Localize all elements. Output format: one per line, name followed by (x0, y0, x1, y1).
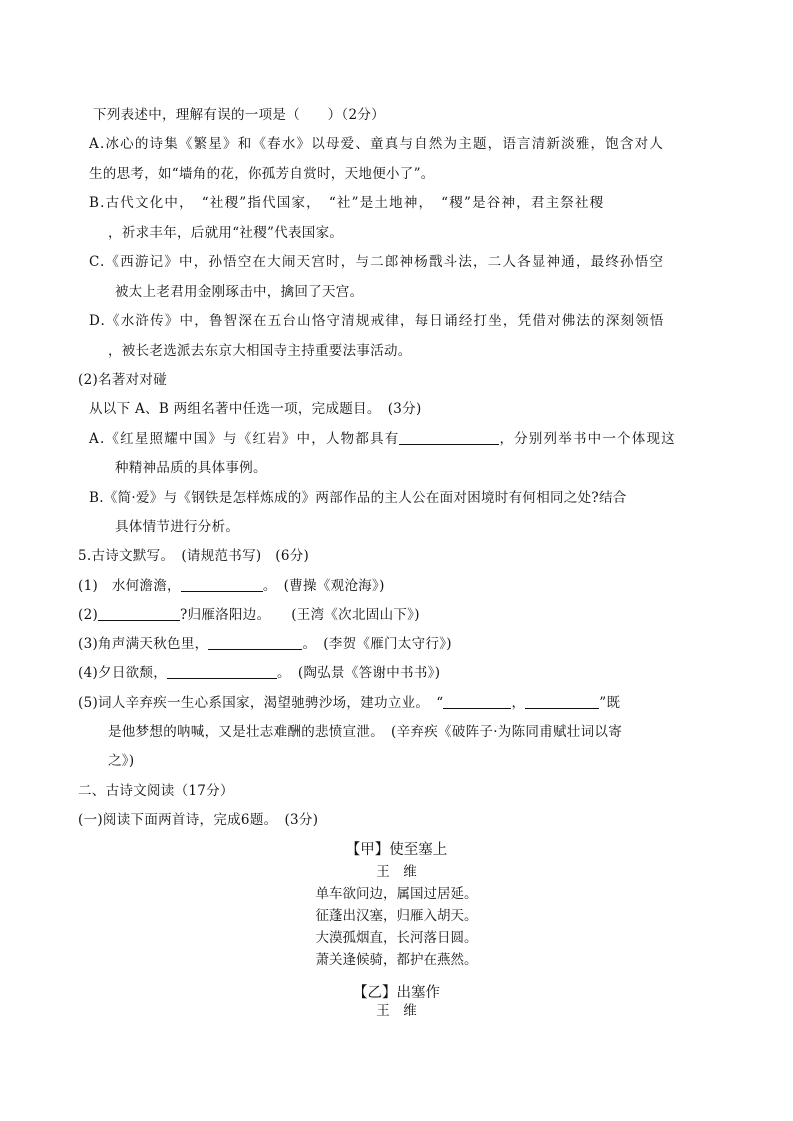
poem-a-line: 大漠孤烟直，长河落日圆。 (315, 930, 478, 946)
answer-blank[interactable] (167, 664, 277, 679)
q5-3-pre: (3)角声满天秋色里， (78, 636, 209, 652)
poem-b-author: 王 维 (376, 1003, 417, 1019)
answer-blank[interactable] (98, 606, 180, 621)
poem-a-author: 王 维 (376, 864, 417, 880)
q4-1-stem: 下列表述中，理解有误的一项是（ ）（2分） (93, 107, 385, 123)
q4-2-option-a-line1 (89, 430, 676, 448)
q4-2-a-text-pre: A.《红星照耀中国》与《红岩》中，人物都具有 (89, 431, 400, 447)
q4-2-a-text-post: ，分别列举书中一个体现这 (499, 431, 676, 447)
q5-item-1 (78, 577, 385, 595)
q4-2-option-b-line2: 具体情节进行分析。 (115, 519, 240, 535)
q4-2-option-a-line2: 种精神品质的具体事例。 (115, 460, 267, 476)
q5-item-5-line1 (78, 694, 620, 712)
option-a-line2: 生的思考，如“墙角的花，你孤芳自赏时，天地便小了”。 (89, 166, 435, 182)
q5-item-4 (78, 664, 440, 682)
section-2-subheading: (一)阅读下面两首诗，完成6题。 (3分) (78, 812, 319, 828)
answer-blank[interactable] (181, 577, 263, 592)
q4-2-option-b-line1: B.《简·爱》与《钢铁是怎样炼成的》两部作品的主人公在面对困境时有何相同之处?结合 (89, 490, 627, 506)
q5-5-mid: ， (511, 695, 526, 711)
q5-heading: 5.古诗文默写。 (请规范书写) (6分) (78, 548, 310, 564)
q4-2-intro: 从以下 A、B 两组名著中任选一项，完成题目。 (3分) (89, 401, 422, 417)
q5-4-pre: (4)夕日欲颓， (78, 665, 168, 681)
option-d-line1: D.《水浒传》中，鲁智深在五台山恪守清规戒律，每日诵经打坐，凭借对佛法的深刻领悟 (89, 313, 665, 329)
option-b-line1: B.古代文化中， “社稷”指代国家， “社”是土地神， “稷”是谷神，君主祭社稷 (89, 195, 605, 211)
answer-blank[interactable] (443, 694, 511, 709)
q5-1-pre: (1) 水何澹澹， (78, 578, 181, 594)
poem-a-line: 单车欲问边，属国过居延。 (315, 886, 478, 902)
q4-2-heading: (2)名著对对碰 (78, 372, 168, 388)
poem-a-line: 萧关逢候骑，都护在燕然。 (315, 952, 478, 968)
poem-a-title: 【甲】使至塞上 (345, 842, 448, 858)
q5-2-post: ?归雁洛阳边。 (王湾《次北固山下》) (180, 607, 420, 623)
poem-a-line: 征蓬出汉塞，归雁入胡天。 (315, 908, 478, 924)
option-a-line1: A.冰心的诗集《繁星》和《春水》以母爱、童真与自然为主题，语言清新淡雅，饱含对人 (89, 136, 665, 152)
option-c-line2: 被太上老君用金刚琢击中，擒回了天宫。 (115, 284, 364, 300)
q5-item-5-line2: 是他梦想的呐喊，又是壮志难酬的悲愤宣泄。 (辛弃疾《破阵子·为陈同甫赋壮词以寄 (108, 724, 623, 740)
q5-5-pre: (5)词人辛弃疾一生心系国家，渴望驰骋沙场，建功立业。 “ (78, 695, 444, 711)
answer-blank[interactable] (525, 694, 599, 709)
poem-b-title: 【乙】出塞作 (353, 985, 440, 1001)
q5-1-post: 。 (曹操《观沧海》) (262, 578, 385, 594)
option-b-line2: ，祈求丰年，后就用“社稷”代表国家。 (108, 225, 344, 241)
option-c-line1: C.《西游记》中，孙悟空在大闹天宫时，与二郎神杨戬斗法，二人各显神通，最终孙悟空 (89, 254, 665, 270)
answer-blank[interactable] (399, 430, 499, 445)
q5-item-2 (78, 606, 420, 624)
q5-4-post: 。 (陶弘景《答谢中书书》) (277, 665, 441, 681)
answer-blank[interactable] (208, 635, 302, 650)
option-d-line2: ，被长老选派去东京大相国寺主持重要法事活动。 (108, 343, 412, 359)
q5-3-post: 。 (李贺《雁门太守行》) (302, 636, 452, 652)
q5-item-5-line3: 之》) (108, 753, 135, 769)
q5-2-pre: (2) (78, 607, 99, 623)
q5-item-3 (78, 635, 452, 653)
section-2-heading: 二、古诗文阅读（17分） (78, 783, 234, 799)
q5-5-post: ”既 (599, 695, 621, 711)
